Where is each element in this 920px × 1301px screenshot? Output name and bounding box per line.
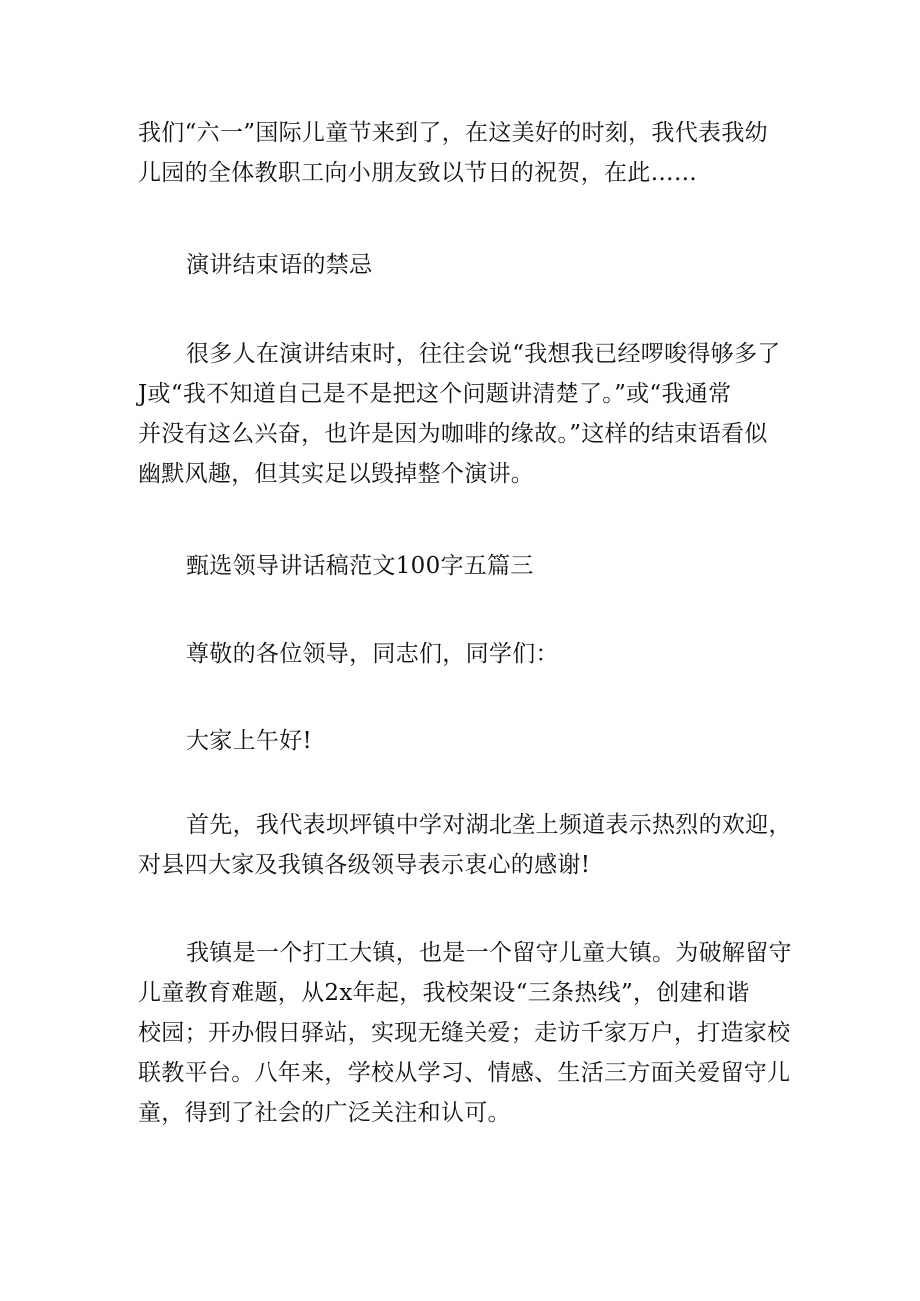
text-line: 儿园的全体教职工向小朋友致以节日的祝贺，在此…… (138, 160, 698, 186)
paragraph-speech-ending-examples (138, 334, 788, 494)
paragraph-section-title (138, 546, 788, 586)
paragraph-speech-ending-taboo-heading (138, 245, 788, 285)
text-line: 甄选领导讲话稿范文100字五篇三 (186, 553, 534, 579)
text-line: 很多人在演讲结束时，往往会说“我想我已经啰唆得够多了 (186, 341, 781, 367)
text-line: 对县四大家及我镇各级领导表示衷心的感谢! (138, 852, 591, 878)
text-line: 童，得到了社会的广泛关注和认可。 (138, 1100, 511, 1126)
text-line: J或“我不知道自己是不是把这个问题讲清楚了。”或“我通常 (138, 381, 732, 407)
text-line: 我们“六一”国际儿童节来到了，在这美好的时刻，我代表我幼 (138, 120, 768, 146)
paragraph-salutation (138, 634, 788, 674)
text-line: 我镇是一个打工大镇，也是一个留守儿童大镇。为破解留守 (186, 940, 792, 966)
text-line: 尊敬的各位领导，同志们，同学们： (186, 641, 559, 667)
paragraph-welcome-thanks (138, 805, 792, 885)
text-line: 联教平台。八年来，学校从学习、情感、生活三方面关爱留守儿 (138, 1060, 791, 1086)
text-line: 大家上午好! (186, 728, 313, 754)
text-line: 首先，我代表坝坪镇中学对湖北垄上频道表示热烈的欢迎， (186, 812, 792, 838)
paragraph-greeting (138, 721, 788, 761)
text-line: 幽默风趣，但其实足以毁掉整个演讲。 (138, 461, 535, 487)
text-line: 并没有这么兴奋，也许是因为咖啡的缘故。”这样的结束语看似 (138, 421, 768, 447)
paragraph-children-day-greeting (138, 113, 788, 193)
text-line: 演讲结束语的禁忌 (186, 252, 373, 278)
text-line: 校园；开办假日驿站，实现无缝关爱；走访千家万户，打造家校 (138, 1020, 791, 1046)
paragraph-left-behind-children (138, 933, 792, 1133)
text-line: 儿童教育难题，从2x年起，我校架设“三条热线”，创建和谐 (138, 980, 750, 1006)
